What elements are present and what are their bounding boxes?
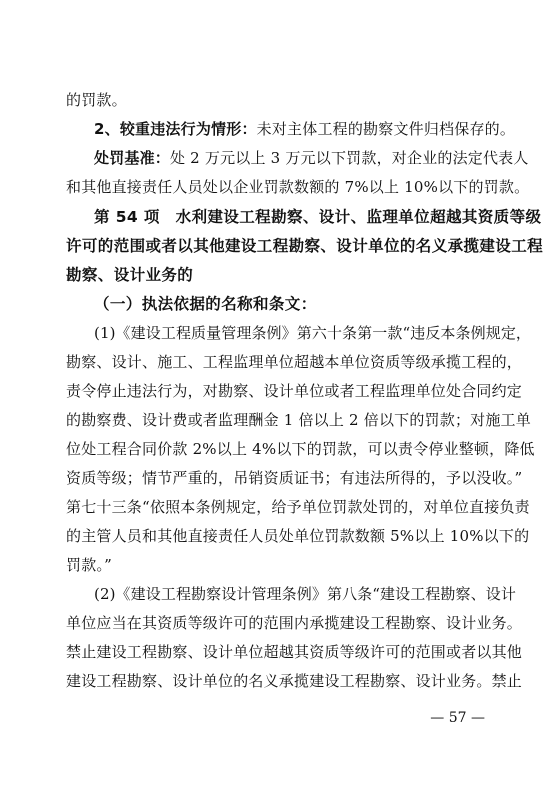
penalty-standard-text: 处 2 万元以上 3 万元以下罚款，对企业的法定代表人: [170, 149, 529, 167]
paragraph-1-line-1-content: (1)《建设工程质量管理条例》第六十条第一款“违反本条例规定，: [94, 324, 532, 342]
paragraph-1-line-8-content: 的主管人员和其他直接责任人员处单位罚款数额 5%以上 10%以下的: [66, 527, 530, 545]
item-heading-line-3-content: 勘察、设计业务的: [66, 266, 194, 284]
paragraph-2-line-1: [94, 584, 516, 604]
text-line-1-content: 的罚款。: [66, 91, 127, 109]
paragraph-1-line-6: [66, 468, 523, 488]
paragraph-2-line-2: [66, 613, 523, 633]
paragraph-1-line-2: [66, 352, 523, 372]
paragraph-1-line-8: [66, 526, 530, 546]
paragraph-2-line-3-content: 禁止建设工程勘察、设计单位超越其资质等级许可的范围或者以其他: [66, 643, 523, 661]
paragraph-2-line-4: [66, 671, 523, 691]
paragraph-2-line-1-content: (2)《建设工程勘察设计管理条例》第八条“建设工程勘察、设计: [94, 585, 516, 603]
item-heading-line-2: [66, 236, 544, 256]
paragraph-1-line-9: [66, 555, 490, 575]
paragraph-1-line-9-content: 罚款。”: [66, 556, 112, 574]
text-line-3: [94, 148, 529, 168]
paragraph-1-line-6-content: 资质等级；情节严重的，吊销资质证书；有违法所得的，予以没收。”: [66, 469, 523, 487]
section-heading-content: （一）执法依据的名称和条文：: [94, 295, 317, 313]
penalty-standard-label: 处罚基准：: [94, 149, 171, 167]
severe-violation-label: 2、较重违法行为情形：: [94, 120, 257, 138]
paragraph-1-line-5-content: 位处工程合同价款 2%以上 4%以下的罚款，可以责令停业整顿，降低: [66, 440, 535, 458]
paragraph-1-line-4: [66, 410, 531, 430]
text-line-1: [66, 90, 490, 110]
text-line-4-content: 和其他直接责任人员处以企业罚款数额的 7%以上 10%以下的罚款。: [66, 178, 530, 196]
item-heading-line-3: [66, 265, 490, 285]
paragraph-2-line-4-content: 建设工程勘察、设计单位的名义承揽建设工程勘察、设计业务。禁止: [66, 672, 523, 690]
text-line-4: [66, 177, 530, 197]
paragraph-2-line-3: [66, 642, 523, 662]
paragraph-1-line-7-content: 第七十三条“依照本条例规定，给予单位罚款处罚的，对单位直接负责: [66, 498, 530, 516]
paragraph-2-line-2-content: 单位应当在其资质等级许可的范围内承揽建设工程勘察、设计业务。: [66, 614, 523, 632]
paragraph-1-line-4-content: 的勘察费、设计费或者监理酬金 1 倍以上 2 倍以下的罚款；对施工单: [66, 411, 531, 429]
paragraph-1-line-2-content: 勘察、设计、施工、工程监理单位超越本单位资质等级承揽工程的，: [66, 353, 523, 371]
paragraph-1-line-3: [66, 381, 523, 401]
text-line-2: [94, 119, 516, 139]
paragraph-1-line-1: [94, 323, 532, 343]
paragraph-1-line-7: [66, 497, 530, 517]
item-heading-line-1: [94, 207, 542, 227]
section-heading: [94, 294, 490, 314]
page-number: — 57 —: [430, 710, 485, 726]
item-heading-line-2-content: 许可的范围或者以其他建设工程勘察、设计单位的名义承揽建设工程: [66, 237, 544, 255]
severe-violation-text: 未对主体工程的勘察文件归档保存的。: [256, 120, 516, 138]
paragraph-1-line-3-content: 责令停止违法行为，对勘察、设计单位或者工程监理单位处合同约定: [66, 382, 523, 400]
item-heading-line-1-content: 第 54 项 水利建设工程勘察、设计、监理单位超越其资质等级: [94, 208, 542, 226]
paragraph-1-line-5: [66, 439, 535, 459]
